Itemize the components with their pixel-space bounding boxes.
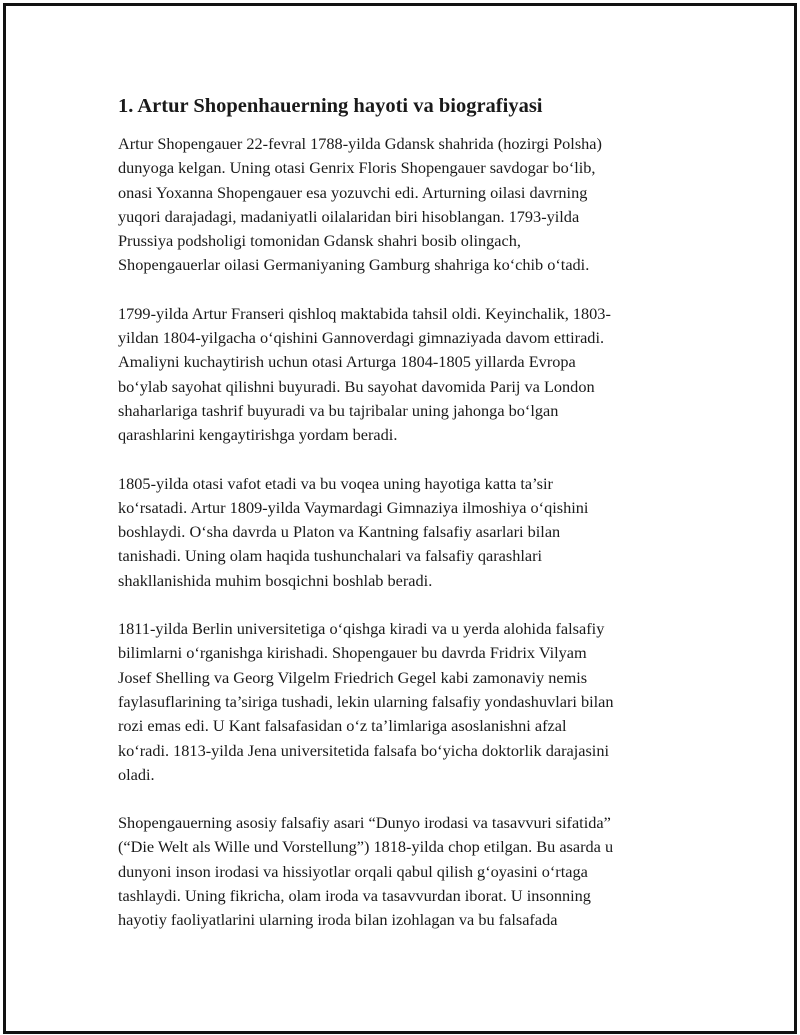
text-line: onasi Yoxanna Shopengauer esa yozuvchi edi. Arturning oilasi davrning (118, 182, 588, 202)
text-line: Amaliyni kuchaytirish uchun otasi Arturga 1804-1805 yillarda Evropa (118, 352, 576, 372)
text-line: dunyoni inson irodasi va hissiyotlar orqali qabul qilish g‘oyasini o‘rtaga (118, 861, 588, 881)
document-body (118, 92, 686, 957)
text-line: boshlaydi. O‘sha davrda u Platon va Kantning falsafiy asarlari bilan (118, 522, 561, 542)
text-line: ko‘rsatadi. Artur 1809-yilda Vaymardagi Gimnaziya ilmoshiya o‘qishini (118, 497, 589, 517)
text-line: Prussiya podsholigi tomonidan Gdansk shahri bosib olingach, (118, 231, 521, 251)
text-line: rozi emas edi. U Kant falsafasidan o‘z ta’limlariga asoslanishni afzal (118, 716, 567, 736)
text-line: Josef Shelling va Georg Vilgelm Friedrich Gegel kabi zamonaviy nemis (118, 667, 588, 687)
text-line: (“Die Welt als Wille und Vorstellung”) 1818-yilda chop etilgan. Bu asarda u (118, 837, 614, 857)
text-line: yuqori darajadagi, madaniyatli oilalaridan biri hisoblangan. 1793-yilda (118, 206, 580, 226)
text-line: tanishadi. Uning olam haqida tushunchalari va falsafiy qarashlari (118, 546, 543, 566)
paragraph-3 (118, 472, 686, 593)
text-line: faylasuflarining ta’siriga tushadi, lekin ularning falsafiy yondashuvlari bilan (118, 691, 614, 711)
section-heading: 1. Artur Shopenhauerning hayoti va biografiyasi (118, 95, 543, 117)
paragraph-4 (118, 617, 686, 787)
paragraph-2 (118, 302, 686, 448)
text-line: shaharlariga tashrif buyuradi va bu tajribalar uning jahonga bo‘lgan (118, 400, 559, 420)
text-line: 1799-yilda Artur Franseri qishloq maktabida tahsil oldi. Keyinchalik, 1803- (118, 303, 611, 323)
text-line: Artur Shopengauer 22-fevral 1788-yilda Gdansk shahrida (hozirgi Polsha) (118, 134, 602, 153)
text-line: tashlaydi. Uning fikricha, olam iroda va tasavvurdan iborat. U insonning (118, 886, 591, 906)
text-line: dunyoga kelgan. Uning otasi Genrix Floris Shopengauer savdogar bo‘lib, (118, 158, 596, 178)
text-line: ko‘radi. 1813-yilda Jena universitetida falsafa bo‘yicha doktorlik darajasini (118, 740, 609, 760)
text-line: 1805-yilda otasi vafot etadi va bu voqea uning hayotiga katta ta’sir (118, 473, 553, 493)
text-line: Shopengauerlar oilasi Germaniyaning Gamburg shahriga ko‘chib o‘tadi. (118, 255, 590, 275)
text-line: Shopengauerning asosiy falsafiy asari “Dunyo irodasi va tasavvuri sifatida” (118, 813, 611, 833)
text-line: shakllanishida muhim bosqichni boshlab beradi. (118, 570, 433, 590)
text-line: hayotiy faoliyatlarini ularning iroda bilan izohlagan va bu falsafada (118, 910, 558, 930)
text-line: 1811-yilda Berlin universitetiga o‘qishga kiradi va u yerda alohida falsafiy (118, 619, 605, 639)
paragraph-1 (118, 132, 686, 278)
text-line: qarashlarini kengaytirishga yordam beradi. (118, 425, 398, 445)
text-line: yildan 1804-yilgacha o‘qishini Gannoverdagi gimnaziyada davom ettiradi. (118, 328, 605, 348)
text-line: oladi. (118, 764, 155, 784)
text-line: bilimlarni o‘rganishga kirishadi. Shopengauer bu davrda Fridrix Vilyam (118, 643, 587, 663)
text-line: bo‘ylab sayohat qilishni buyuradi. Bu sayohat davomida Parij va London (118, 376, 595, 396)
paragraph-5 (118, 811, 686, 932)
